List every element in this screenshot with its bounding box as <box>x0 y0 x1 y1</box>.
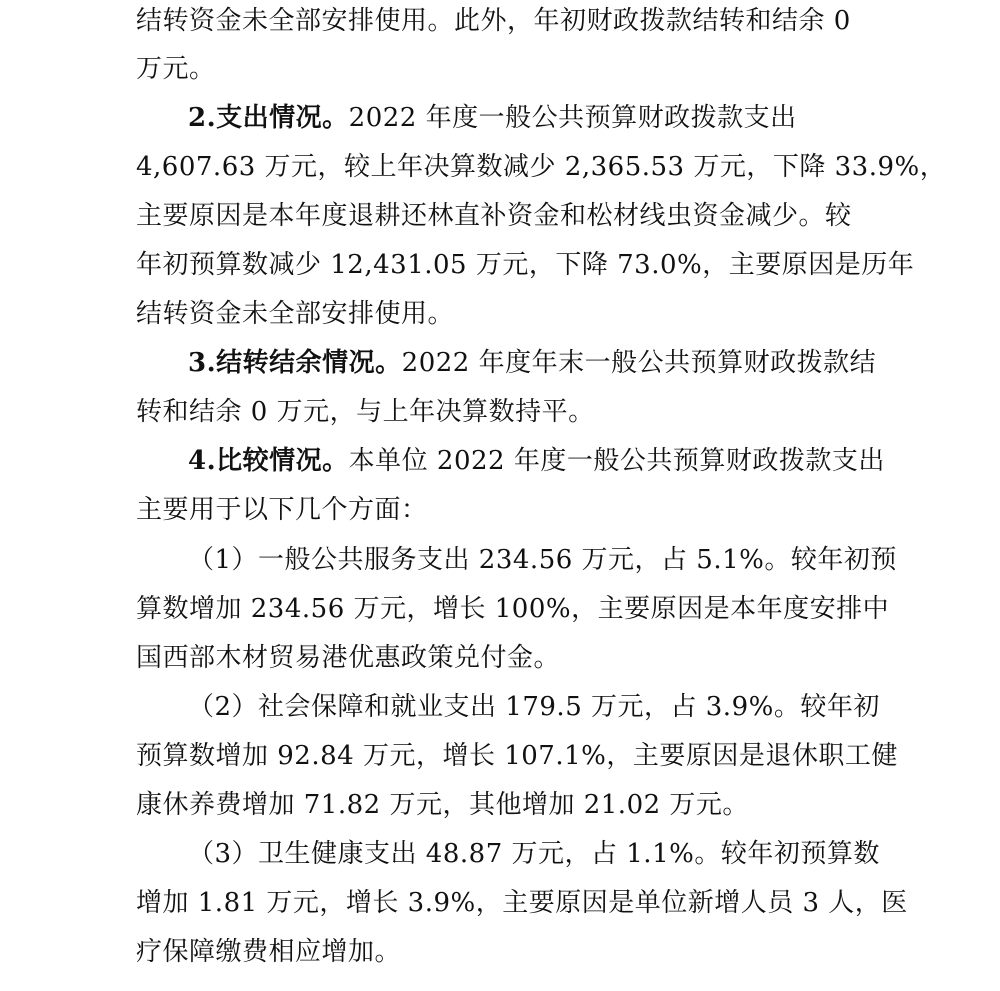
section-4-text: 本单位 2022 年度一般公共预算财政拨款支出 <box>348 446 885 476</box>
text-line: 年初预算数减少 12,431.05 万元，下降 73.0%，主要原因是历年 <box>136 250 915 280</box>
section-2-text: 2022 年度一般公共预算财政拨款支出 <box>348 103 797 133</box>
text-line: 预算数增加 92.84 万元，增长 107.1%，主要原因是退休职工健 <box>136 741 898 771</box>
section-2-paragraph-start <box>188 101 797 135</box>
text-line: 康休养费增加 71.82 万元，其他增加 21.02 万元。 <box>136 790 749 820</box>
text-line: 4,607.63 万元，较上年决算数减少 2,365.53 万元，下降 33.9%， <box>136 152 947 182</box>
section-4-paragraph-start <box>188 444 885 478</box>
section-2-heading: 2.支出情况。 <box>188 103 349 133</box>
text-line: 结转资金未全部安排使用。 <box>136 299 455 329</box>
text-line: 疗保障缴费相应增加。 <box>136 937 402 967</box>
text-line: 结转资金未全部安排使用。此外，年初财政拨款结转和结余 0 <box>136 6 851 36</box>
section-3-paragraph-start <box>188 346 876 380</box>
section-4-heading: 4.比较情况。 <box>188 446 349 476</box>
text-line: 主要用于以下几个方面： <box>136 495 428 525</box>
text-line: 转和结余 0 万元，与上年决算数持平。 <box>136 397 595 427</box>
text-line: 国西部木材贸易港优惠政策兑付金。 <box>136 643 561 673</box>
text-line: 增加 1.81 万元，增长 3.9%，主要原因是单位新增人员 3 人，医 <box>136 888 908 918</box>
text-line: 万元。 <box>136 54 216 84</box>
section-3-text: 2022 年度年末一般公共预算财政拨款结 <box>401 348 877 378</box>
text-line: 算数增加 234.56 万元，增长 100%，主要原因是本年度安排中 <box>136 594 890 624</box>
text-line: 主要原因是本年度退耕还林直补资金和松材线虫资金减少。较 <box>136 201 852 231</box>
list-item-3-start: （3）卫生健康支出 48.87 万元，占 1.1%。较年初预算数 <box>188 839 880 869</box>
list-item-2-start: （2）社会保障和就业支出 179.5 万元，占 3.9%。较年初 <box>188 692 880 722</box>
list-item-1-start: （1）一般公共服务支出 234.56 万元，占 5.1%。较年初预 <box>188 545 897 575</box>
section-3-heading: 3.结转结余情况。 <box>188 348 402 378</box>
